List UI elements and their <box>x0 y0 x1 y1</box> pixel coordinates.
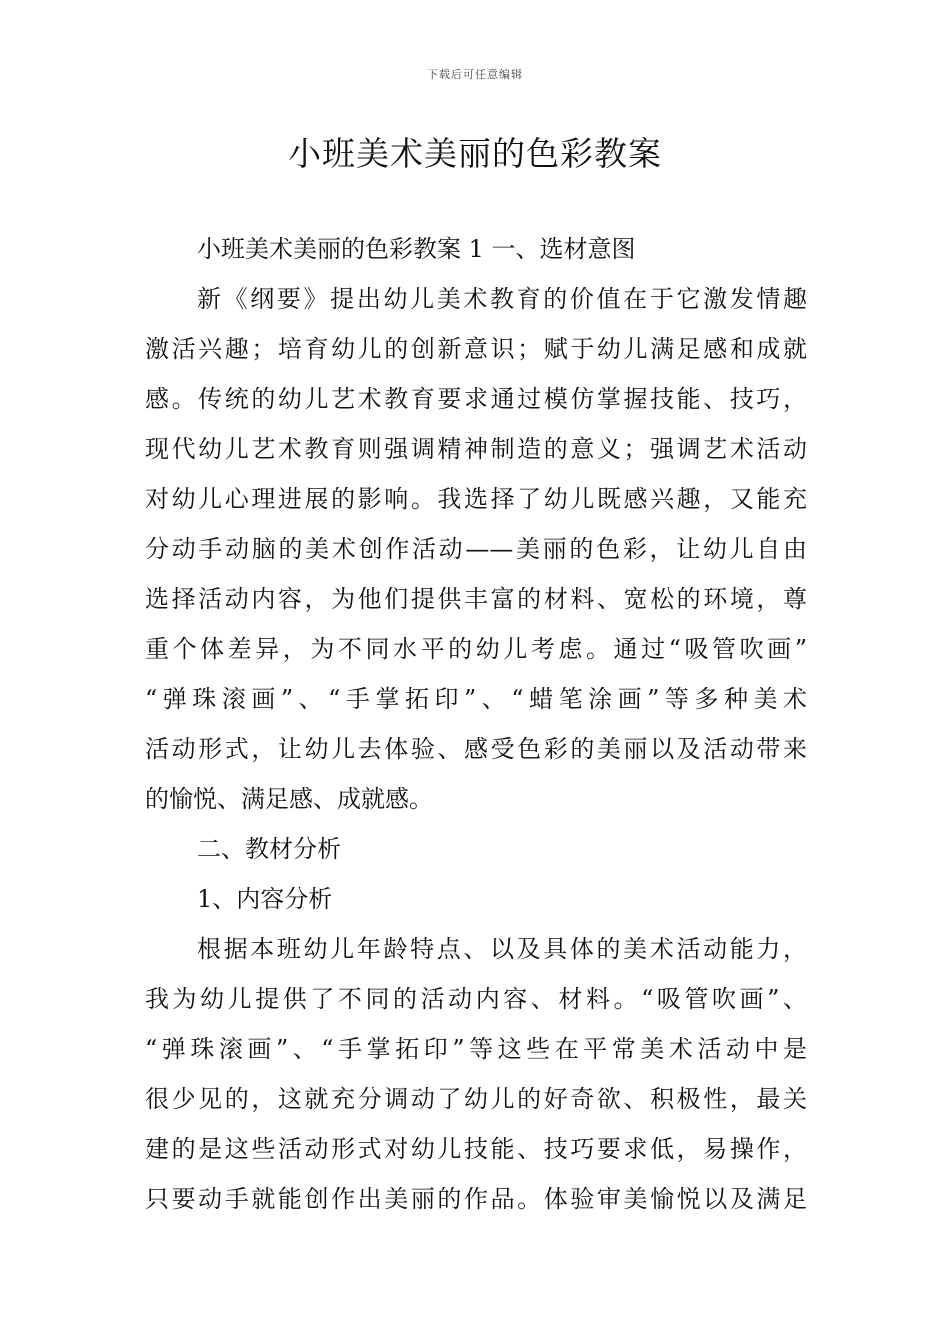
paragraph-line: 的愉悦、满足感、成就感。 <box>145 785 433 813</box>
paragraph-line: 只要动手就能创作出美丽的作品。体验审美愉悦以及满足 <box>145 1185 807 1213</box>
paragraph-line: 建的是这些活动形式对幼儿技能、技巧要求低，易操作， <box>145 1135 807 1163</box>
document-body <box>145 224 807 1224</box>
paragraph-line: “弹珠滚画”、“手掌拓印”等这些在平常美术活动中是 <box>145 1035 807 1063</box>
paragraph-line: 小班美术美丽的色彩教案 1 一、选材意图 <box>197 235 636 263</box>
paragraph-line: 很少见的，这就充分调动了幼儿的好奇欲、积极性，最关 <box>145 1085 807 1113</box>
paragraph-line: “弹珠滚画”、“手掌拓印”、“蜡笔涂画”等多种美术 <box>145 685 807 713</box>
paragraph-line: 分动手动脑的美术创作活动——美丽的色彩，让幼儿自由 <box>145 535 807 563</box>
document-title: 小班美术美丽的色彩教案 <box>288 134 662 173</box>
paragraph-line: 我为幼儿提供了不同的活动内容、材料。“吸管吹画”、 <box>145 985 807 1013</box>
paragraph-line: 选择活动内容，为他们提供丰富的材料、宽松的环境，尊 <box>145 585 807 613</box>
subsection-heading: 1、内容分析 <box>197 885 333 913</box>
paragraph-line: 感。传统的幼儿艺术教育要求通过模仿掌握技能、技巧， <box>145 385 807 413</box>
paragraph-line: 激活兴趣；培育幼儿的创新意识；赋于幼儿满足感和成就 <box>145 335 807 363</box>
paragraph-line: 现代幼儿艺术教育则强调精神制造的意义；强调艺术活动 <box>145 435 807 463</box>
paragraph-line: 重个体差异，为不同水平的幼儿考虑。通过“吸管吹画” <box>145 635 807 663</box>
section-heading: 二、教材分析 <box>197 835 341 863</box>
paragraph-line: 对幼儿心理进展的影响。我选择了幼儿既感兴趣，又能充 <box>145 485 807 513</box>
paragraph-line: 活动形式，让幼儿去体验、感受色彩的美丽以及活动带来 <box>145 735 807 763</box>
paragraph-line: 根据本班幼儿年龄特点、以及具体的美术活动能力， <box>197 935 807 963</box>
paragraph-line: 新《纲要》提出幼儿美术教育的价值在于它激发情趣 <box>197 285 807 313</box>
header-note: 下载后可任意编辑 <box>427 68 523 81</box>
